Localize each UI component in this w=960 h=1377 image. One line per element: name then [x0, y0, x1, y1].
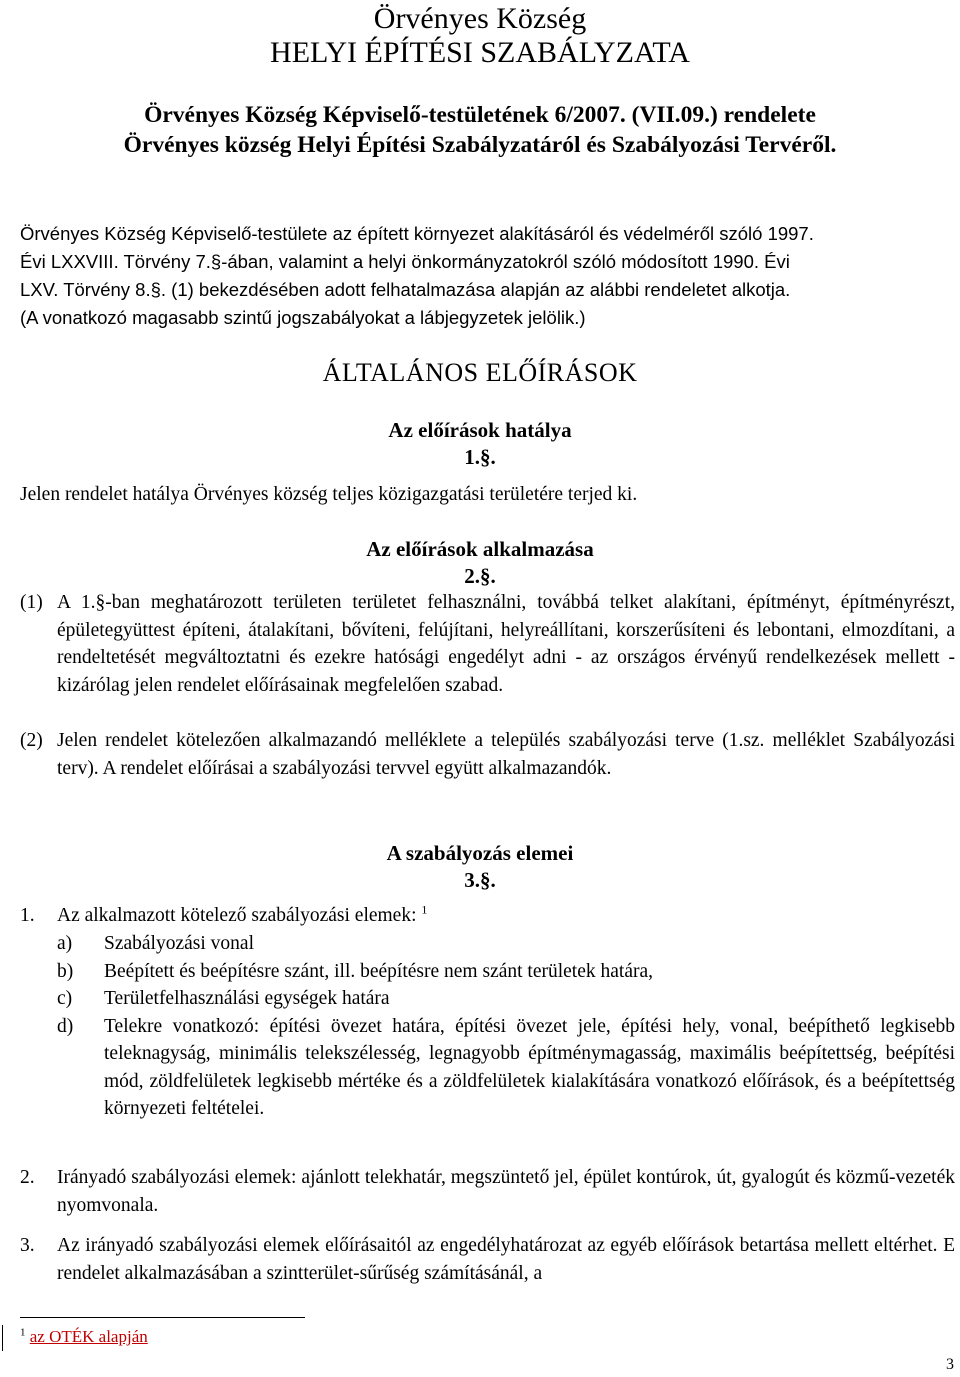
list-item-number: 1.: [20, 905, 35, 926]
decree-title-line2: Örvényes község Helyi Építési Szabályzatáról és Szabályozási Tervéről.: [123, 132, 837, 158]
section-title: ÁLTALÁNOS ELŐÍRÁSOK: [322, 358, 638, 387]
section-2-paragraph-1: [20, 589, 955, 699]
list-item-text: Az irányadó szabályozási elemek előírásaitól az engedélyhatározat az egyéb előírások betartása mellett eltérhet. E rendelet alkalmazásában a szintterület-sűrűség számításánál, a: [57, 1235, 955, 1284]
sub-item-text: Telekre vonatkozó: építési övezet határa, építési övezet jele, építési hely, vonal, beépíthető legkisebb teleknagyság, minimális telekszélesség, legnagyobb építménymagasság, maximális beépítettség, beépítési mód, zöldfelületek legkisebb mértéke és a zöldfelületek kialakítására vonatkozó előírások, és a beépítettség környezeti feltételei.: [104, 1015, 955, 1119]
list-item-2: [20, 1164, 955, 1219]
sub-item-label: d): [57, 1015, 74, 1037]
paragraph-text: Jelen rendelet kötelezően alkalmazandó melléklete a település szabályozási terve (1.sz. melléklet Szabályozási terv). A rendelet előírásai a szabályozási tervvel együtt alkalmazandók.: [57, 730, 955, 779]
section-2-number: 2.§.: [464, 564, 496, 588]
preamble-line: LXV. Törvény 8.§. (1) bekezdésében adott felhatalmazása alapján az alábbi rendeletet alkotja.: [20, 279, 791, 300]
section-3-number: 3.§.: [464, 868, 496, 892]
sub-item-label: c): [57, 988, 73, 1009]
section-1-heading: Az előírások hatálya: [388, 418, 572, 442]
preamble-line: (A vonatkozó magasabb szintű jogszabályokat a lábjegyzetek jelölik.): [20, 307, 586, 328]
list-item-number: 2.: [20, 1167, 35, 1188]
list-item-3: [20, 1232, 955, 1287]
document-title-line2: HELYI ÉPÍTÉSI SZABÁLYZATA: [270, 36, 690, 69]
sub-item-label: a): [57, 933, 73, 954]
section-1-text: Jelen rendelet hatálya Örvényes község teljes közigazgatási területére terjed ki.: [20, 484, 638, 505]
footnote-separator: [20, 1317, 305, 1318]
paragraph-label: (2): [20, 730, 43, 751]
section-2-paragraph-2: [20, 727, 955, 782]
list-item-label: Az alkalmazott kötelező szabályozási elemek:: [57, 905, 417, 926]
paragraph-label: (1): [20, 592, 43, 613]
list-item-number: 3.: [20, 1235, 35, 1256]
preamble-line: Örvényes Község Képviselő-testülete az épített környezet alakításáról és védelméről szóló 1997.: [20, 223, 814, 244]
list-item-text: Irányadó szabályozási elemek: ajánlott telekhatár, megszüntető jel, épület kontúrok, út, gyalogút és közmű-vezeték nyomvonala.: [57, 1167, 955, 1216]
paragraph-text: A 1.§-ban meghatározott területen területet felhasználni, továbbá telket alakítani, építményt, építményrészt, épületegyüttest építeni, átalakítani, bővíteni, felújítani, helyreállítani, korszerűsíteni és lebontani, elmozdítani, a rendeltetését megváltoztatni és ezekre hatósági engedélyt adni - az országos érvényű rendelkezések mellett - kizárólag jelen rendelet előírásainak megfelelően szabad.: [57, 592, 955, 696]
revision-bar: [2, 1325, 3, 1351]
list-item-1: [20, 902, 955, 930]
sub-list: [57, 930, 955, 1123]
decree-title-line1: Örvényes Község Képviselő-testületének 6/2007. (VII.09.) rendelete: [144, 102, 816, 128]
page-number: 3: [946, 1356, 954, 1373]
sub-item-c: [57, 985, 955, 1013]
footnote-marker: 1: [20, 1326, 26, 1339]
section-1-number: 1.§.: [464, 445, 496, 469]
footnote: [20, 1327, 148, 1347]
section-3-heading: A szabályozás elemei: [386, 841, 574, 865]
sub-item-b: [57, 958, 955, 986]
footnote-reference[interactable]: 1: [421, 902, 428, 917]
sub-item-a: [57, 930, 955, 958]
footnote-link[interactable]: az OTÉK alapján: [29, 1327, 148, 1346]
preamble-line: Évi LXXVIII. Törvény 7.§-ában, valamint a helyi önkormányzatokról szóló módosított 1990. Évi: [20, 251, 790, 272]
document-title-line1: Örvényes Község: [373, 2, 587, 35]
sub-item-text: Területfelhasználási egységek határa: [104, 988, 390, 1009]
section-2-heading: Az előírások alkalmazása: [366, 537, 594, 561]
list-item-text: [57, 902, 955, 930]
sub-item-text: Szabályozási vonal: [104, 933, 254, 954]
sub-item-d: [57, 1013, 955, 1123]
sub-item-text: Beépített és beépítésre szánt, ill. beépítésre nem szánt területek határa,: [104, 960, 654, 982]
preamble: [20, 220, 955, 332]
sub-item-label: b): [57, 960, 74, 982]
